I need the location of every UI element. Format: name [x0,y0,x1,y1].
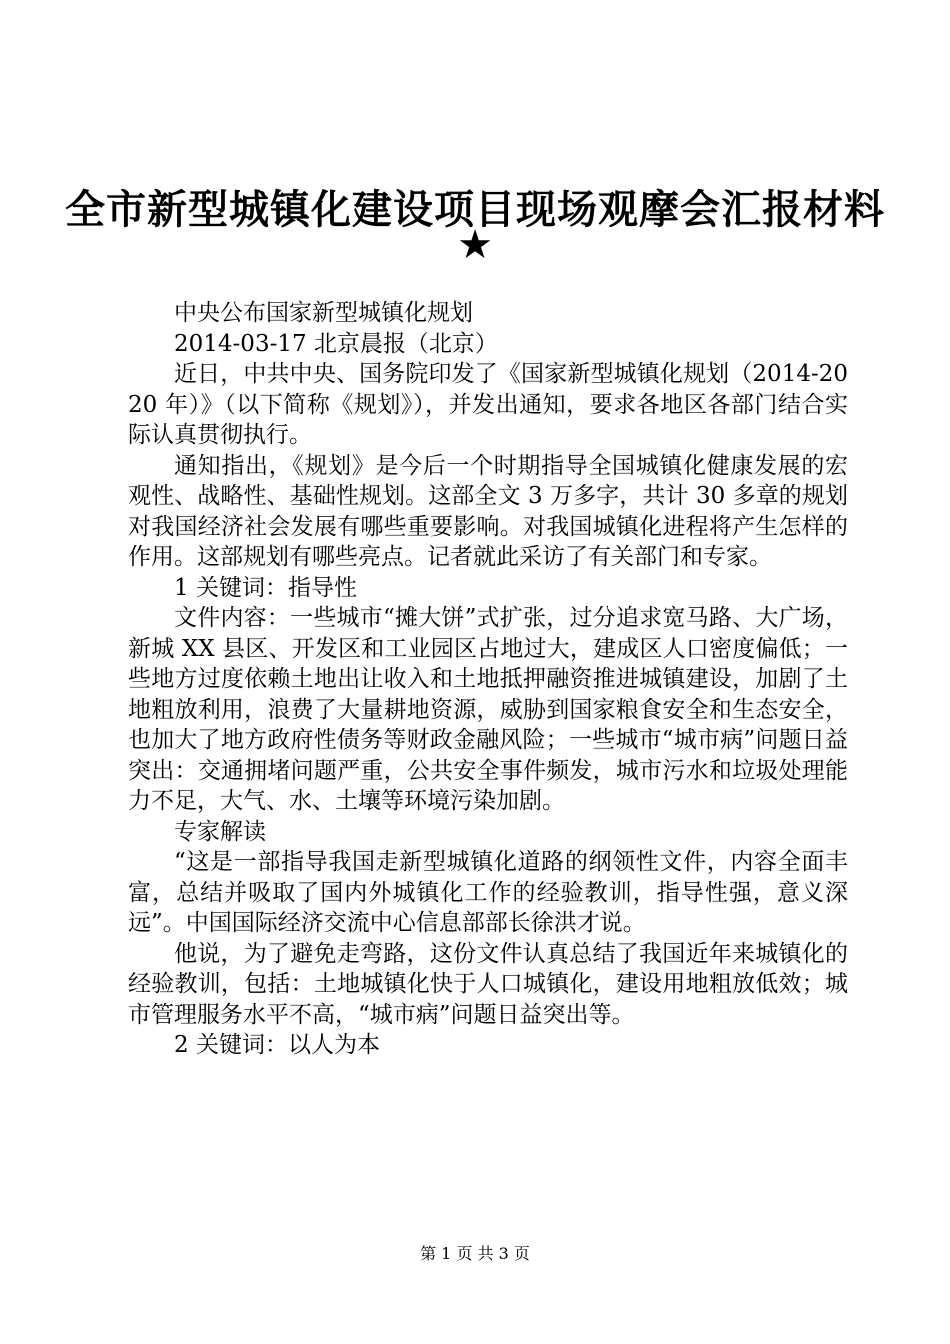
paragraph-keyword-2: 2 关键词：以人为本 [174,1032,380,1058]
paragraph-file-content: 文件内容：一些城市“摊大饼”式扩张，过分追求宽马路、大广场，新城 XX 县区、开发区和工业园区占地过大，建成区人口密度偏低；一些地方过度依赖土地出让收入和土地抵押融资推进城镇建设，加剧了土地粗放利用，浪费了大量耕地资源，威胁到国家粮食安全和生态安全，也加大了地方政府性债务等财政金融风险；一些城市“城市病”问题日益突出：交通拥堵问题严重，公共安全事件频发，城市污水和垃圾处理能力不足，大气、水、土壤等环境污染加剧。 [128,605,848,814]
paragraph-keyword-1: 1 关键词：指导性 [174,574,357,601]
paragraph-expert-heading: 专家解读 [174,818,266,845]
paragraph-expert-quote: “这是一部指导我国走新型城镇化道路的纲领性文件，内容全面丰富，总结并吸取了国内外城镇化工作的经验教训，指导性强，意义深远”。中国国际经济交流中心信息部部长徐洪才说。 [128,849,848,936]
document-title: 全市新型城镇化建设项目现场观摩会汇报材料 [65,186,885,233]
paragraph-intro: 近日，中共中央、国务院印发了《国家新型城镇化规划（2014-2020 年）》（以下简称《规划》），并发出通知，要求各地区各部门结合实际认真贯彻执行。 [128,361,848,448]
paragraph-headline: 中央公布国家新型城镇化规划 [174,300,473,326]
paragraph-expert-summary: 他说，为了避免走弯路，这份文件认真总结了我国近年来城镇化的经验教训，包括：土地城镇化快于人口城镇化，建设用地粗放低效；城市管理服务水平不高，“城市病”问题日益突出等。 [128,940,848,1028]
page-footer: 第 1 页 共 3 页 [420,1244,530,1263]
star-icon: ★ [457,222,493,268]
paragraph-notice: 通知指出，《规划》是今后一个时期指导全国城镇化健康发展的宏观性、战略性、基础性规划。这部全文 3 万多字，共计 30 多章的规划对我国经济社会发展有哪些重要影响。对我国城镇化进程将产生怎样的作用。这部规划有哪些亮点。记者就此采访了有关部门和专家。 [128,452,848,570]
document-body [128,298,848,1061]
paragraph-source-line: 2014-03-17 北京晨报（北京） [174,330,498,357]
